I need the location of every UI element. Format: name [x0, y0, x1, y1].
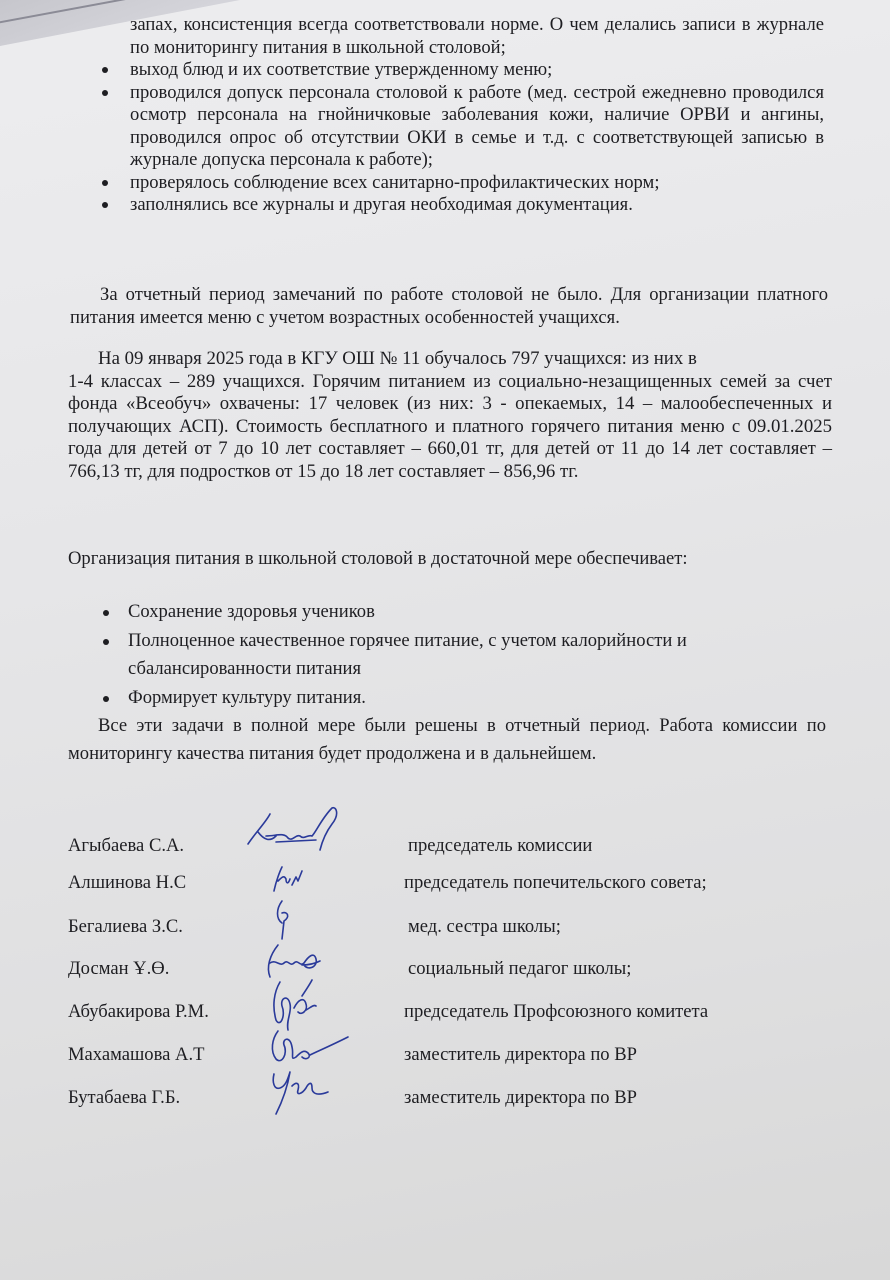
signatory-role: председатель комиссии: [408, 835, 593, 856]
paragraph-stats: [68, 348, 832, 483]
list-item: Полноценное качественное горячее питание, с учетом калорийности и сбалансированности питания: [68, 627, 828, 684]
signatory-row: [68, 955, 828, 983]
stats-body: 1-4 классах – 289 учащихся. Горячим питанием из социально-незащищенных семей за счет фонда «Всеобуч» охвачены: 17 человек (из них: 3 - опекаемых, 14 – малообеспеченных и получающих АСП). Стоимость бесплатного и платного горячего питания меню с 09.01.2025 года для детей от 7 до 10 лет составляет – 660,01 тг, для детей от 11 до 14 лет составляет – 766,13 тг, для подростков от 15 до 18 лет составляет – 856,96 тг.: [68, 370, 832, 482]
signatory-role: заместитель директора по ВР: [404, 1044, 637, 1065]
list-item: Сохранение здоровья учеников: [68, 598, 828, 627]
stats-first-line: На 09 января 2025 года в КГУ ОШ № 11 обучалось 797 учащихся: из них в: [98, 348, 697, 369]
signatory-row: [68, 1084, 828, 1112]
handwritten-signature: [236, 802, 356, 862]
signatory-row: [68, 869, 828, 897]
signatory-row: [68, 913, 828, 941]
signatory-name: Махамашова А.Т: [68, 1044, 205, 1065]
handwritten-signature: [262, 1025, 352, 1071]
list-item: Формирует культуру питания.: [68, 684, 828, 713]
handwritten-signature: [262, 1066, 342, 1118]
benefits-list: [68, 598, 828, 712]
signatory-name: Агыбаева С.А.: [68, 835, 185, 856]
signatory-role: председатель Профсоюзного комитета: [404, 1001, 709, 1022]
signatory-row: [68, 1041, 828, 1069]
paragraph-no-remarks: За отчетный период замечаний по работе столовой не было. Для организации платного питания имеется меню с учетом возрастных особенностей учащихся.: [70, 284, 828, 328]
signatory-role: заместитель директора по ВР: [404, 1087, 637, 1108]
signatory-name: Бегалиева З.С.: [68, 916, 183, 937]
list-item: заполнялись все журналы и другая необходимая документация.: [96, 194, 824, 217]
monitoring-list-continuation: [96, 14, 824, 217]
signatory-name: Досман Ұ.Ө.: [68, 958, 170, 979]
paragraph-conclusion: Все эти задачи в полной мере были решены в отчетный период. Работа комиссии по мониторингу качества питания будет продолжена и в дальнейшем.: [68, 715, 826, 764]
list-item: выход блюд и их соответствие утвержденному меню;: [96, 59, 824, 82]
signatory-role: мед. сестра школы;: [408, 916, 561, 937]
signatory-name: Алшинова Н.С: [68, 872, 187, 893]
paragraph-organization: Организация питания в школьной столовой в достаточной мере обеспечивает:: [68, 548, 688, 569]
signatory-role: председатель попечительского совета;: [404, 872, 707, 893]
signatory-name: Абубакирова Р.М.: [68, 1001, 209, 1022]
signatory-row: [68, 832, 828, 860]
signatory-row: [68, 998, 828, 1026]
monitoring-list: [96, 59, 824, 217]
signatory-name: Бутабаева Г.Б.: [68, 1087, 181, 1108]
list-item: проверялось соблюдение всех санитарно-профилактических норм;: [96, 172, 824, 195]
list-item-continuation: запах, консистенция всегда соответствовали норме. О чем делались записи в журнале по мониторингу питания в школьной столовой;: [130, 14, 824, 58]
handwritten-signature: [268, 863, 308, 897]
signatory-role: социальный педагог школы;: [408, 958, 632, 979]
list-item: проводился допуск персонала столовой к работе (мед. сестрой ежедневно проводился осмотр персонала на гнойничковые заболевания кожи, наличие ОРВИ и ангины, проводился опрос об отсутствии ОКИ в семье и т.д. с соответствующей записью в журнале допуска персонала к работе);: [96, 82, 824, 172]
